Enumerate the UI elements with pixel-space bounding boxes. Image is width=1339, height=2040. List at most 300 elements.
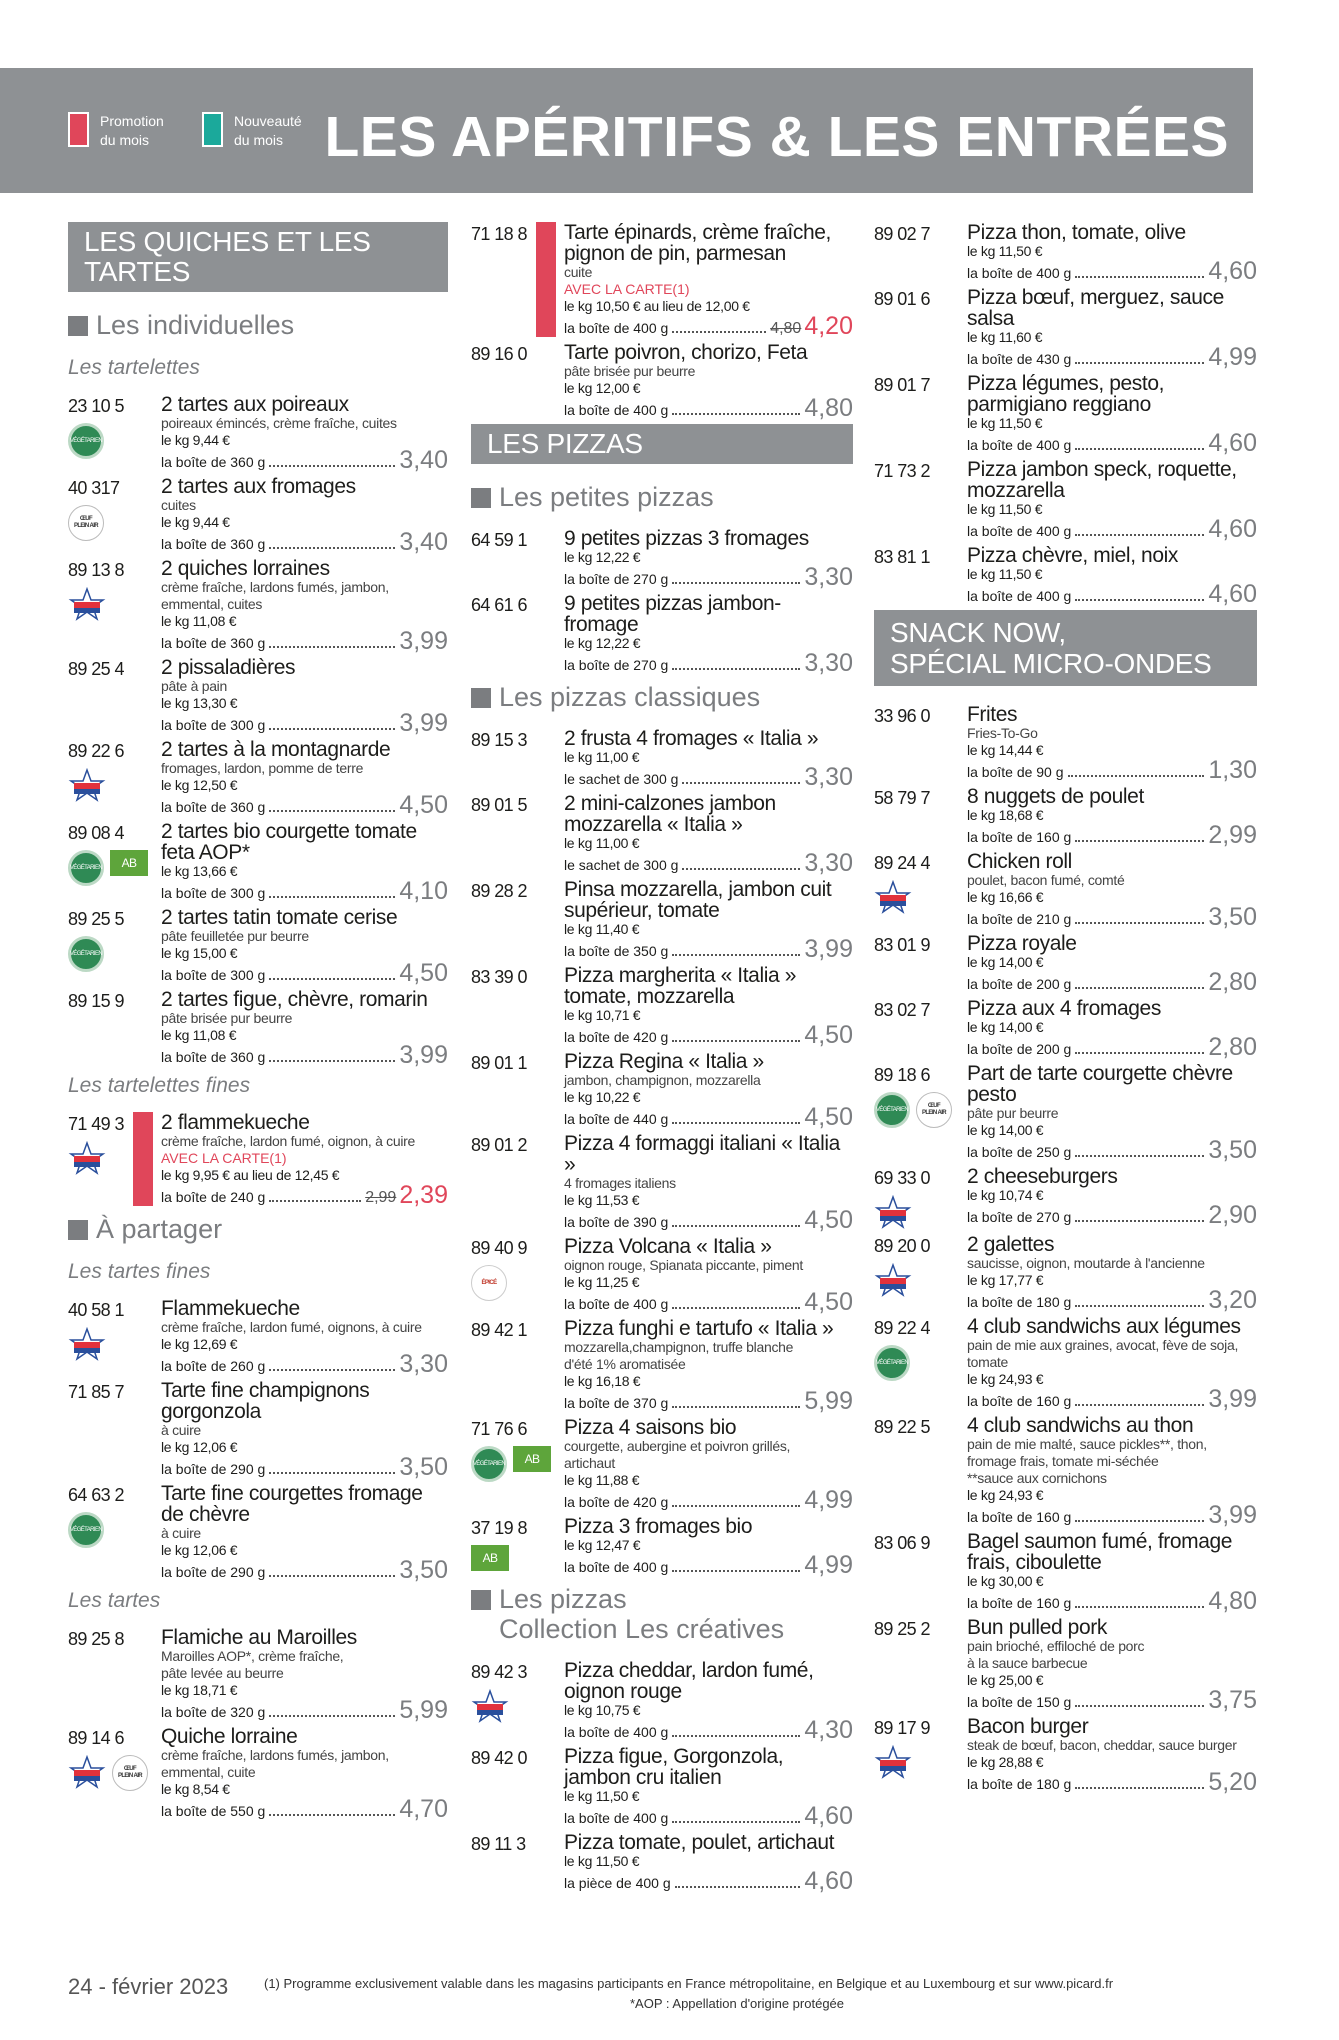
- quantity-price-line: [967, 1033, 1257, 1061]
- product-quantity: la boîte de 180 g: [967, 1294, 1072, 1310]
- product-name: 4 club sandwichs au thon: [967, 1414, 1194, 1437]
- product-item: [471, 1235, 853, 1316]
- product-ref: [68, 739, 161, 816]
- product-ref: [874, 704, 967, 781]
- dot-leader: [1075, 1787, 1204, 1789]
- category-label: Les tartes: [68, 1589, 161, 1612]
- product-ref: [471, 593, 564, 674]
- product-name: Pizza Regina « Italia »: [564, 1050, 764, 1073]
- price-per-kg: le kg 11,08 €: [161, 1027, 237, 1043]
- dot-leader: [1075, 1220, 1204, 1222]
- product-ref-code: 37 19 8: [471, 1518, 527, 1538]
- square-bullet-icon: [68, 316, 88, 336]
- product-ref-code: 89 24 4: [874, 853, 930, 873]
- product-price: 4,50: [804, 1103, 853, 1131]
- lpf-badge-icon: [471, 1689, 509, 1723]
- quantity-price-line: [967, 1686, 1257, 1714]
- product-ref: [471, 1318, 564, 1412]
- product-quantity: la boîte de 300 g: [161, 967, 266, 983]
- price-per-kg: le kg 11,50 €: [967, 243, 1043, 259]
- product-ref-code: 89 13 8: [68, 560, 124, 580]
- product-name: Frites: [967, 703, 1018, 726]
- product-description: pâte feuilletée pur beurre: [161, 928, 309, 944]
- product-body: [161, 988, 448, 1069]
- dot-leader: [1075, 1052, 1204, 1054]
- product-name: Tarte fine champignons gorgonzola: [161, 1379, 370, 1423]
- product-item: [874, 1715, 1257, 1796]
- square-bullet-icon: [68, 1220, 88, 1240]
- product-price: 2,99: [1208, 821, 1257, 849]
- quantity-price-line: [564, 1206, 853, 1234]
- product-body: [967, 932, 1257, 996]
- product-price: 3,30: [804, 649, 853, 677]
- old-price: 2,99: [365, 1189, 397, 1206]
- quantity-price-line: [161, 959, 448, 987]
- product-ref: [874, 998, 967, 1058]
- product-name: 2 quiches lorraines: [161, 557, 330, 580]
- veg-badge-icon: VÉGÉTARIEN: [68, 423, 104, 459]
- promotion-swatch: [68, 112, 89, 147]
- veg-badge-icon: VÉGÉTARIEN: [68, 1512, 104, 1548]
- product-quantity: la boîte de 400 g: [564, 402, 669, 418]
- product-price: 4,80: [804, 394, 853, 422]
- product-ref-code: 71 85 7: [68, 1382, 124, 1402]
- product-name: Pizza chèvre, miel, noix: [967, 544, 1178, 567]
- product-description: emmental, cuites: [161, 596, 263, 612]
- product-quantity: la boîte de 300 g: [161, 885, 266, 901]
- product-badges: [68, 936, 161, 972]
- dot-leader: [1075, 1520, 1204, 1522]
- oeuf-badge-icon: ŒUF PLEIN AIR: [916, 1092, 952, 1128]
- product-item: [874, 703, 1257, 784]
- product-item: [471, 592, 853, 677]
- quantity-price-line: [564, 935, 853, 963]
- quantity-price-line: [967, 343, 1257, 371]
- price-per-kg: le kg 8,54 €: [161, 1781, 230, 1797]
- product-description: crème fraîche, lardons fumés, jambon,: [161, 1747, 389, 1763]
- product-ref-code: 40 317: [68, 478, 120, 498]
- product-item: [874, 1315, 1257, 1413]
- price-per-kg: le kg 16,18 €: [564, 1373, 641, 1389]
- dot-leader: [269, 728, 395, 730]
- product-price: 3,50: [399, 1556, 448, 1584]
- price-per-kg: le kg 12,00 €: [564, 380, 641, 396]
- product-body: [564, 1831, 853, 1895]
- price-per-kg: le kg 24,93 €: [967, 1371, 1044, 1387]
- product-item: [68, 988, 448, 1069]
- product-ref-code: 89 22 6: [68, 741, 124, 761]
- product-body: [161, 1379, 448, 1481]
- quantity-price-line: [564, 1288, 853, 1316]
- product-item: [68, 906, 448, 987]
- quantity-price-line: [161, 627, 448, 655]
- veg-badge-icon: VÉGÉTARIEN: [68, 850, 104, 886]
- dot-leader: [269, 896, 395, 898]
- product-item: [874, 544, 1257, 608]
- product-price: 4,50: [804, 1288, 853, 1316]
- product-badges: [874, 880, 967, 914]
- product-ref: [471, 879, 564, 960]
- product-price: 4,60: [804, 1867, 853, 1895]
- quantity-price-line: [967, 429, 1257, 457]
- product-quantity: la boîte de 360 g: [161, 635, 266, 651]
- product-body: [967, 785, 1257, 849]
- product-badges: [68, 1512, 161, 1548]
- product-ref: [874, 1617, 967, 1711]
- product-price: 3,50: [1208, 903, 1257, 931]
- product-ref: [68, 657, 161, 734]
- price-per-kg: le kg 11,50 €: [564, 1853, 640, 1869]
- footnote-program: (1) Programme exclusivement valable dans les magasins participants en France métropolitaine, en Belgique et au Luxembourg et sur www.picard.fr: [264, 1976, 1114, 1991]
- oeuf-badge-icon: ŒUF PLEIN AIR: [112, 1755, 148, 1791]
- product-quantity: la boîte de 160 g: [967, 829, 1072, 845]
- product-price: 5,99: [399, 1696, 448, 1724]
- product-price: 4,99: [804, 1486, 853, 1514]
- subsection-title: Les pizzas Collection Les créatives: [499, 1584, 785, 1644]
- product-ref: [874, 1716, 967, 1793]
- price-per-kg: le kg 11,00 €: [564, 749, 640, 765]
- product-body: [161, 393, 448, 474]
- product-quantity: la boîte de 240 g: [161, 1189, 266, 1205]
- product-ref-code: 71 73 2: [874, 461, 930, 481]
- product-name: Pizza margherita « Italia » tomate, mozzarella: [564, 964, 796, 1008]
- product-item: [68, 656, 448, 737]
- product-description: pain brioché, effiloché de porc: [967, 1638, 1145, 1654]
- subsection-heading: [471, 482, 853, 512]
- dot-leader: [672, 1505, 800, 1507]
- product-ref: [68, 476, 161, 553]
- product-ref-code: 83 01 9: [874, 935, 930, 955]
- product-name: Flamiche au Maroilles: [161, 1626, 357, 1649]
- quantity-price-line: [967, 756, 1257, 784]
- epice-badge-icon: ÉPICÉ: [471, 1265, 507, 1301]
- dot-leader: [269, 1060, 395, 1062]
- product-description: crème fraîche, lardon fumé, oignon, à cuire: [161, 1133, 416, 1149]
- lpf-badge-icon: [68, 1141, 106, 1175]
- product-badges: [68, 587, 161, 621]
- product-item: [68, 557, 448, 655]
- product-description: pâte brisée pur beurre: [564, 363, 696, 379]
- product-quantity: la boîte de 360 g: [161, 454, 266, 470]
- dot-leader: [269, 978, 395, 980]
- dot-leader: [1075, 840, 1204, 842]
- lpf-badge-icon: [874, 1263, 912, 1297]
- price-per-kg: le kg 12,06 €: [161, 1439, 238, 1455]
- price-per-kg: le kg 11,50 €: [967, 501, 1043, 517]
- product-description: pâte pur beurre: [967, 1105, 1059, 1121]
- quantity-price-line: [161, 791, 448, 819]
- product-quantity: le sachet de 300 g: [564, 771, 679, 787]
- dot-leader: [1075, 922, 1204, 924]
- product-ref-code: 71 18 8: [471, 224, 527, 244]
- product-ref: [471, 1133, 564, 1231]
- quantity-price-line: [564, 394, 853, 422]
- product-quantity: la boîte de 160 g: [967, 1509, 1072, 1525]
- product-body: [564, 1050, 853, 1131]
- product-ref: [471, 528, 564, 588]
- product-item: [471, 1416, 853, 1514]
- price-per-kg: le kg 9,44 €: [161, 432, 230, 448]
- product-price: 3,30: [804, 763, 853, 791]
- price-per-kg: le kg 11,50 €: [967, 415, 1043, 431]
- price-per-kg: le kg 10,22 €: [564, 1089, 641, 1105]
- price-per-kg: le kg 10,74 €: [967, 1187, 1044, 1203]
- product-name: Pizza bœuf, merguez, sauce salsa: [967, 286, 1224, 330]
- product-ref-code: 89 20 0: [874, 1236, 930, 1256]
- product-ref-code: 89 25 8: [68, 1629, 124, 1649]
- dot-leader: [269, 810, 395, 812]
- product-price: 4,60: [1208, 429, 1257, 457]
- old-price: 4,80: [770, 320, 802, 337]
- quantity-price-line: [161, 446, 448, 474]
- product-item: [68, 820, 448, 905]
- price-per-kg: le kg 10,71 €: [564, 1007, 641, 1023]
- product-badges: [68, 505, 161, 541]
- dot-leader: [682, 868, 800, 870]
- price-per-kg: le kg 28,88 €: [967, 1754, 1044, 1770]
- product-price: 4,99: [804, 1551, 853, 1579]
- lpf-badge-icon: [68, 1755, 106, 1789]
- product-ref-code: 89 25 4: [68, 659, 124, 679]
- dot-leader: [269, 1472, 395, 1474]
- product-ref: [68, 1627, 161, 1721]
- product-badges: [68, 423, 161, 459]
- product-description: tomate: [967, 1354, 1008, 1370]
- dot-leader: [672, 1735, 800, 1737]
- product-quantity: la boîte de 290 g: [161, 1461, 266, 1477]
- price-per-kg: le kg 18,68 €: [967, 807, 1044, 823]
- product-ref-code: 89 17 9: [874, 1718, 930, 1738]
- price-per-kg: le kg 14,00 €: [967, 954, 1044, 970]
- product-body: [564, 592, 853, 677]
- product-ref: [471, 965, 564, 1046]
- dot-leader: [672, 668, 800, 670]
- dot-leader: [1075, 534, 1204, 536]
- column-2: [471, 222, 853, 1897]
- product-price: 2,80: [1208, 968, 1257, 996]
- lpf-badge-icon: [68, 587, 106, 621]
- product-ref: [874, 459, 967, 540]
- quantity-price-line: [161, 1350, 448, 1378]
- product-price: 3,75: [1208, 1686, 1257, 1714]
- product-price: 3,30: [804, 563, 853, 591]
- product-quantity: la boîte de 360 g: [161, 799, 266, 815]
- quantity-price-line: [967, 1587, 1257, 1615]
- price-per-kg: le kg 11,50 €: [564, 1788, 640, 1804]
- product-item: [68, 738, 448, 819]
- product-quantity: la boîte de 400 g: [564, 320, 669, 336]
- product-quantity: la boîte de 300 g: [161, 717, 266, 733]
- product-price: 3,99: [804, 935, 853, 963]
- product-ref: [68, 907, 161, 984]
- product-quantity: la boîte de 400 g: [564, 1810, 669, 1826]
- product-body: [564, 1659, 853, 1744]
- dot-leader: [269, 1200, 361, 1202]
- product-price: 3,40: [399, 528, 448, 556]
- product-ref-code: 89 28 2: [471, 881, 527, 901]
- product-ref: [874, 851, 967, 928]
- product-price: 4,60: [1208, 515, 1257, 543]
- quantity-price-line: [161, 1181, 448, 1209]
- product-ref: [874, 222, 967, 282]
- product-ref: [874, 786, 967, 846]
- quantity-price-line: [161, 1795, 448, 1823]
- product-item: [471, 1317, 853, 1415]
- product-item: [874, 1616, 1257, 1714]
- product-quantity: la boîte de 160 g: [967, 1393, 1072, 1409]
- product-name: 2 galettes: [967, 1233, 1055, 1256]
- subsection-title: Les pizzas classiques: [499, 682, 761, 712]
- price-per-kg: le kg 9,44 €: [161, 514, 230, 530]
- product-item: [874, 850, 1257, 931]
- product-name: 2 pissaladières: [161, 656, 296, 679]
- product-quantity: la boîte de 250 g: [967, 1144, 1072, 1160]
- product-name: 2 frusta 4 fromages « Italia »: [564, 727, 819, 750]
- product-description: emmental, cuite: [161, 1764, 256, 1780]
- dot-leader: [1075, 1155, 1204, 1157]
- legend-new: [202, 112, 302, 150]
- product-item: [874, 932, 1257, 996]
- product-body: [967, 1166, 1257, 1229]
- dot-leader: [269, 1814, 395, 1816]
- quantity-price-line: [564, 1387, 853, 1415]
- product-badges: [471, 1446, 564, 1482]
- product-name: 2 tartes tatin tomate cerise: [161, 906, 398, 929]
- product-item: [874, 1233, 1257, 1314]
- product-body: [161, 557, 448, 655]
- product-name: Part de tarte courgette chèvre pesto: [967, 1062, 1233, 1106]
- product-ref: [471, 1417, 564, 1511]
- quantity-price-line: [967, 257, 1257, 285]
- product-item: [471, 1659, 853, 1744]
- product-name: 2 cheeseburgers: [967, 1165, 1118, 1188]
- product-description: artichaut: [564, 1455, 615, 1471]
- price-per-kg: le kg 10,50 € au lieu de 12,00 €: [564, 298, 750, 314]
- product-name: Pizza aux 4 fromages: [967, 997, 1161, 1020]
- product-item: [471, 727, 853, 791]
- page-number: 24 - février 2023: [68, 1974, 229, 1999]
- section-band: SNACK NOW, SPÉCIAL MICRO-ONDES: [874, 610, 1257, 686]
- quantity-price-line: [564, 1103, 853, 1131]
- dot-leader: [672, 331, 766, 333]
- product-price: 2,90: [1208, 1201, 1257, 1229]
- quantity-price-line: [564, 1802, 853, 1830]
- product-ref-code: 58 79 7: [874, 788, 930, 808]
- product-ref-code: 89 42 3: [471, 1662, 527, 1682]
- product-ref: [874, 373, 967, 454]
- dot-leader: [1075, 1705, 1204, 1707]
- product-item: [68, 1297, 448, 1378]
- product-body: [564, 1132, 853, 1234]
- dot-leader: [269, 547, 395, 549]
- product-price: 3,20: [1208, 1286, 1257, 1314]
- price-per-kg: le kg 11,88 €: [564, 1472, 640, 1488]
- product-body: [564, 1745, 853, 1830]
- product-body: [564, 341, 853, 422]
- product-quantity: la boîte de 400 g: [564, 1559, 669, 1575]
- product-price: 4,50: [399, 959, 448, 987]
- product-ref-code: 89 01 1: [471, 1053, 527, 1073]
- subsection-title: Les petites pizzas: [499, 482, 714, 512]
- quantity-price-line: [564, 1867, 853, 1895]
- product-description: Fries-To-Go: [967, 725, 1038, 741]
- product-ref-code: 89 16 0: [471, 344, 527, 364]
- product-item: [68, 393, 448, 474]
- subsection-heading: [471, 1584, 853, 1644]
- quantity-price-line: [967, 1385, 1257, 1413]
- product-body: [967, 1616, 1257, 1714]
- price-per-kg: le kg 12,22 €: [564, 635, 641, 651]
- quantity-price-line: [967, 515, 1257, 543]
- product-item: [471, 1745, 853, 1830]
- product-ref: [68, 1298, 161, 1375]
- product-body: [564, 1416, 853, 1514]
- product-name: Pizza 4 formaggi italiani « Italia »: [564, 1132, 840, 1176]
- price-per-kg: le kg 11,50 €: [967, 566, 1043, 582]
- product-body: [967, 221, 1257, 285]
- product-badges: [874, 1092, 967, 1128]
- dot-leader: [1075, 362, 1204, 364]
- product-body: [564, 221, 853, 340]
- quantity-price-line: [161, 1696, 448, 1724]
- price-per-kg: le kg 30,00 €: [967, 1573, 1044, 1589]
- product-item: [874, 1166, 1257, 1229]
- product-quantity: la boîte de 400 g: [967, 588, 1072, 604]
- product-ref: [68, 1380, 161, 1478]
- product-badges: [471, 1545, 564, 1571]
- product-ref-code: 89 22 4: [874, 1318, 930, 1338]
- quantity-price-line: [564, 563, 853, 591]
- product-name: Pizza funghi e tartufo « Italia »: [564, 1317, 834, 1340]
- product-quantity: la boîte de 290 g: [161, 1564, 266, 1580]
- product-body: [564, 527, 853, 591]
- product-price: 3,99: [1208, 1501, 1257, 1529]
- product-ref-code: 89 01 2: [471, 1135, 527, 1155]
- product-ref: [874, 1166, 967, 1229]
- product-ref-code: 89 01 6: [874, 289, 930, 309]
- product-ref-code: 89 25 5: [68, 909, 124, 929]
- quantity-price-line: [564, 312, 853, 340]
- product-item: [874, 785, 1257, 849]
- page-header: [0, 68, 1253, 193]
- product-item: [874, 1062, 1257, 1164]
- product-description: poireaux émincés, crème fraîche, cuites: [161, 415, 397, 431]
- product-price: 4,60: [804, 1802, 853, 1830]
- lpf-badge-icon: [874, 1195, 912, 1229]
- product-quantity: la boîte de 210 g: [967, 911, 1072, 927]
- product-name: 9 petites pizzas 3 fromages: [564, 527, 809, 550]
- product-item: [471, 527, 853, 591]
- product-ref-code: 64 63 2: [68, 1485, 124, 1505]
- price-per-kg: le kg 11,25 €: [564, 1274, 640, 1290]
- category-label: Les tartelettes fines: [68, 1074, 251, 1097]
- page-title: LES APÉRITIFS & LES ENTRÉES: [324, 105, 1229, 169]
- product-name: 2 mini-calzones jambon mozzarella « Italia »: [564, 792, 776, 836]
- dot-leader: [672, 1821, 800, 1823]
- product-description: à cuire: [161, 1422, 201, 1438]
- product-name: 8 nuggets de poulet: [967, 785, 1144, 808]
- dot-leader: [672, 1307, 800, 1309]
- product-body: [967, 1715, 1257, 1796]
- price-per-kg: le kg 11,53 €: [564, 1192, 640, 1208]
- product-ref: [68, 558, 161, 652]
- product-name: Pizza Volcana « Italia »: [564, 1235, 772, 1258]
- quantity-price-line: [564, 763, 853, 791]
- product-item: [874, 221, 1257, 285]
- product-ref: [471, 1516, 564, 1576]
- product-description: poulet, bacon fumé, comté: [967, 872, 1125, 888]
- quantity-price-line: [967, 1286, 1257, 1314]
